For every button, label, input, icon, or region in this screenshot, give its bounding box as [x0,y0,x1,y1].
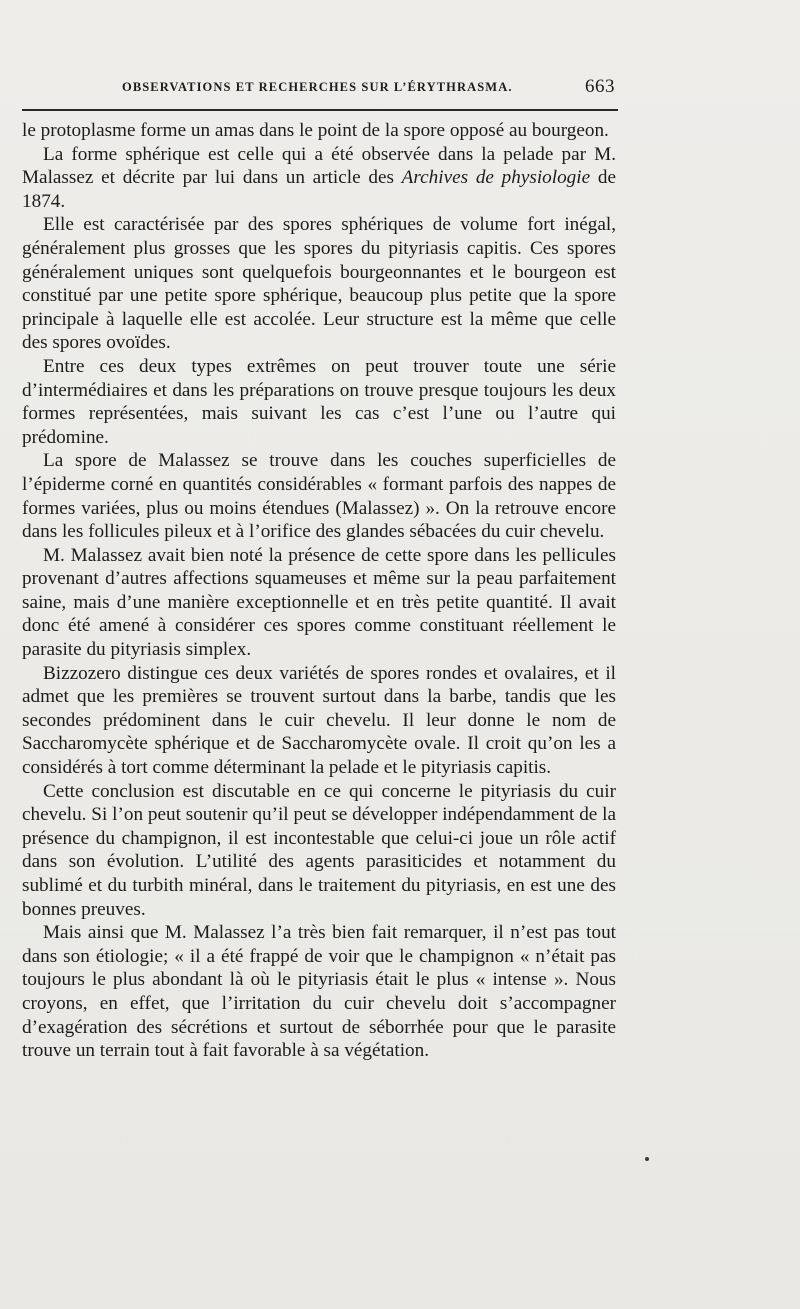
paragraph [22,119,616,143]
running-title: OBSERVATIONS ET RECHERCHES SUR L’ÉRYTHRASMA. [122,80,513,94]
text-segment: Elle est caractérisée par des spores sphériques de volume fort inégal, généralement plus grosses que les spores du pityriasis capitis. Ces spores généralement uniques sont quelquefois bourgeonnantes et le bourgeon est constitué par une petite spore sphérique, beaucoup plus petite que la spore principale à laquelle elle est accolée. Leur structure est la même que celle des spores ovoïdes. [22,214,616,354]
text-segment: Bizzozero distingue ces deux variétés de spores rondes et ovalaires, et il admet que les premières se trouvent surtout dans la barbe, tandis que les secondes prédominent dans le cuir chevelu. Il leur donne le nom de Saccharomycète sphérique et de Saccharomycète ovale. Il croit qu’on les a considérés à tort comme déterminant la pelade et le pityriasis capitis. [22,662,616,779]
italic-title: Archives de physiologie [401,167,591,189]
paragraph [22,662,616,780]
paragraph [22,780,616,922]
text-segment: le protoplasme forme un amas dans le point de la spore opposé au bourgeon. [22,120,609,141]
paragraph [22,921,616,1063]
text-segment: Entre ces deux types extrêmes on peut trouver toute une série d’intermédiaires et dans les préparations on trouve presque toujours les deux formes représentées, mais suivant les cas c’est l’une ou l’autre qui prédomine. [22,355,616,448]
page-number: 663 [585,76,615,97]
paragraph [22,449,616,543]
paragraph [22,213,616,355]
paragraph [22,143,616,214]
paragraph [22,355,616,449]
text-segment: Mais ainsi que M. Malassez l’a très bien fait remarquer, il n’est pas tout dans son étiologie; « il a été frappé de voir que le champignon « n’était pas toujours le plus abondant là où le pityriasis était le plus « intense ». Nous croyons, en effet, que l’irritation du cuir chevelu doit s’accompagner d’exagération des sécrétions et surtout de séborrhée pour que le parasite trouve un terrain tout à fait favorable à sa végétation. [22,922,616,1062]
text-segment: M. Malassez avait bien noté la présence de cette spore dans les pellicules provenant d’autres affections squameuses et même sur la peau parfaitement saine, mais d’une manière exceptionnelle et en très petite quantité. Il avait donc été amené à considérer ces spores comme constituant réellement le parasite du pityriasis simplex. [22,544,616,661]
print-speck [645,1157,649,1161]
text-segment: Cette conclusion est discutable en ce qui concerne le pityriasis du cuir chevelu. Si l’on peut soutenir qu’il peut se développer indépendamment de la présence du champignon, il est incontestable que celui-ci joue un rôle actif dans son évolution. L’utilité des agents parasiticides et notamment du sublimé et du turbith minéral, dans le traitement du pityriasis, en est une des bonnes preuves. [22,780,616,920]
text-segment: de 1874. [22,167,616,212]
paragraph [22,544,616,662]
body-text [22,119,616,1063]
running-header [22,76,617,100]
text-segment: La spore de Malassez se trouve dans les couches superficielles de l’épiderme corné en quantités considérables « formant parfois des nappes de formes variées, plus ou moins étendues (Malassez) ». On la retrouve encore dans les follicules pileux et à l’orifice des glandes sébacées du cuir chevelu. [22,450,616,543]
text-segment: La forme sphérique est celle qui a été observée dans la pelade par M. Malassez et décrite par lui dans un article des [22,143,616,189]
header-rule [22,109,618,111]
